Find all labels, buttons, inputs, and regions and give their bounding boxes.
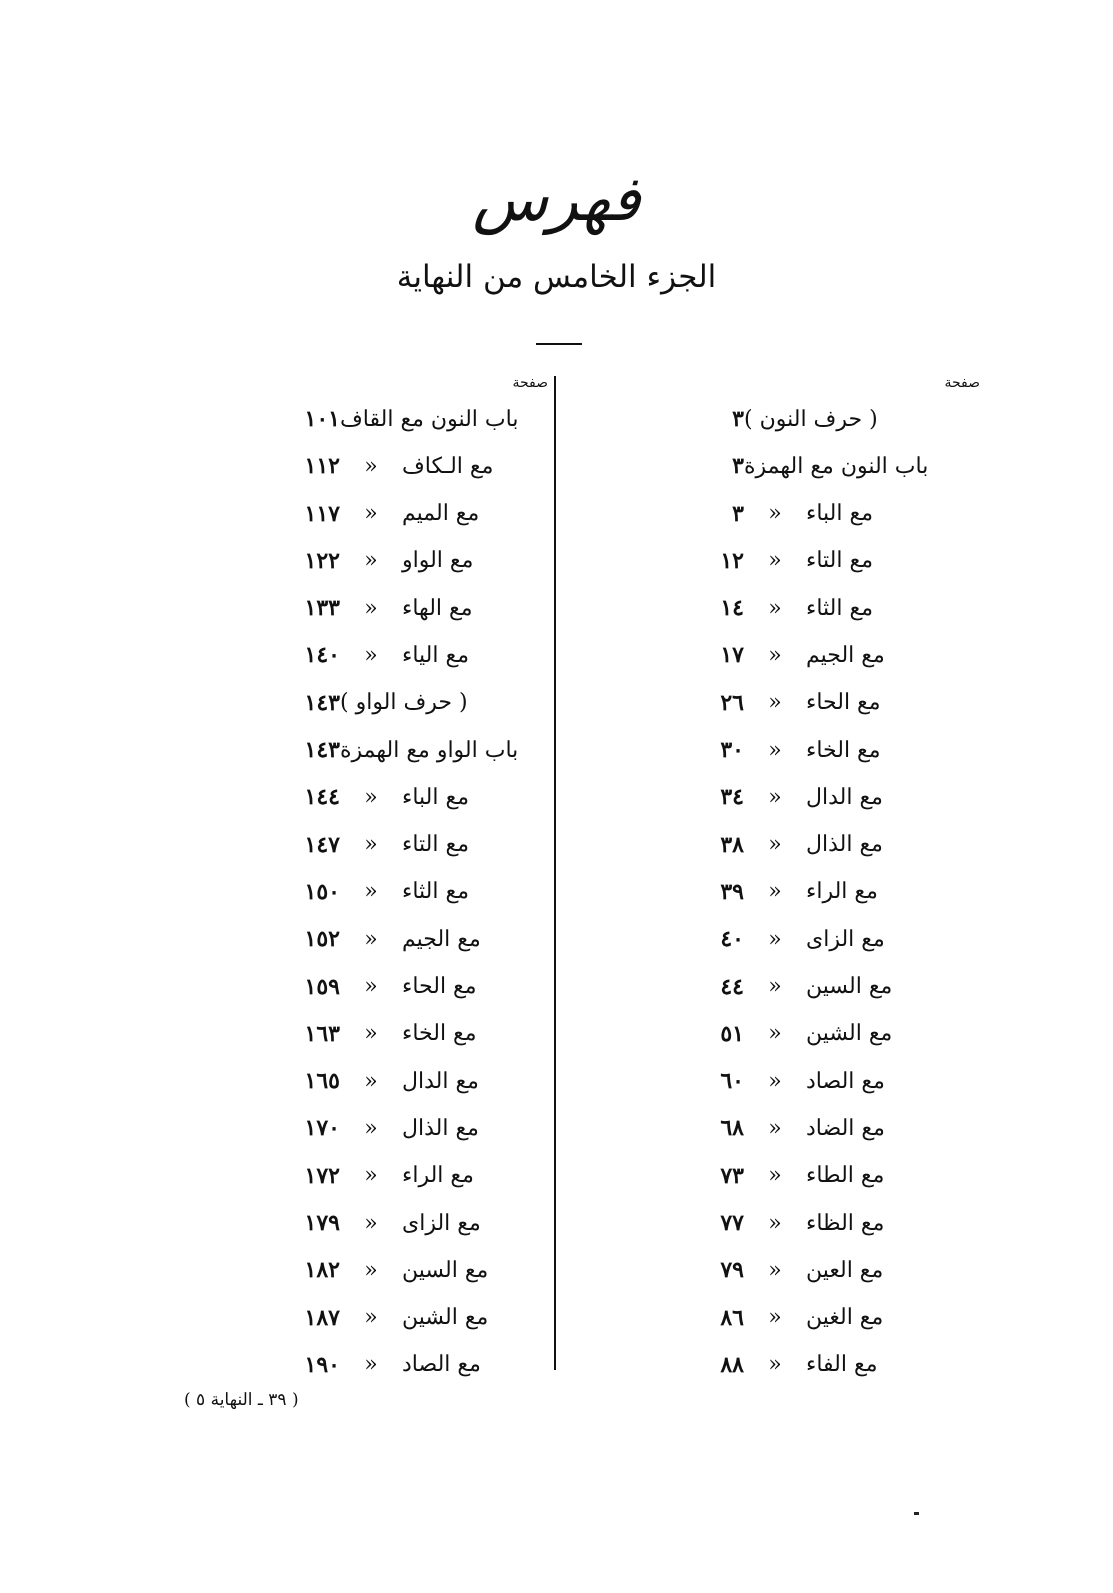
toc-entry-label: ( حرف النون ) (744, 406, 878, 432)
toc-page-number: ١٨٢ (304, 1257, 340, 1284)
toc-entry (700, 1350, 980, 1380)
toc-entry-label: مع الخاء (806, 737, 881, 763)
toc-entry-label: مع الزاى (806, 926, 885, 952)
toc-entry-label: مع الجيم (806, 642, 885, 668)
toc-page-number: ٣٩ (720, 878, 744, 905)
page-subtitle: الجزء الخامس من النهاية (396, 259, 717, 295)
ditto-mark: « (768, 926, 782, 952)
toc-entry-label: مع الخاء (402, 1021, 477, 1047)
toc-entry (700, 924, 980, 954)
toc-page-number: ١٤ (720, 595, 744, 622)
toc-entry (700, 782, 980, 812)
toc-page-number: ٢٦ (720, 689, 744, 716)
title-rule (536, 343, 582, 345)
toc-entry (290, 924, 548, 954)
toc-entry-label: مع الجيم (402, 926, 481, 952)
ditto-mark: « (768, 832, 782, 858)
toc-entry-label: مع السين (402, 1257, 489, 1283)
toc-entry (700, 499, 980, 529)
toc-page-number: ٣٤ (720, 784, 744, 811)
toc-entry (290, 546, 548, 576)
toc-page-number: ٧٣ (720, 1162, 744, 1189)
toc-entry-label: مع الشين (806, 1021, 893, 1047)
page-title: فهرس (472, 162, 641, 235)
ditto-mark: « (364, 1210, 378, 1236)
toc-page-number: ٣٠ (720, 737, 744, 764)
toc-entry-label: مع الشين (402, 1305, 489, 1331)
toc-entry (700, 1303, 980, 1333)
toc-page-number: ١٧٩ (304, 1210, 340, 1237)
ditto-mark: « (364, 548, 378, 574)
toc-page-number: ١٨٧ (304, 1304, 340, 1331)
ditto-mark: « (364, 784, 378, 810)
toc-entry-label: مع الدال (402, 1068, 479, 1094)
toc-entry-label: باب النون مع الهمزة (744, 453, 929, 479)
ditto-mark: « (768, 690, 782, 716)
toc-entry-label: باب النون مع القاف (340, 406, 519, 432)
ditto-mark: « (768, 1305, 782, 1331)
toc-entry-label: مع الزاى (402, 1210, 481, 1236)
ditto-mark: « (364, 1163, 378, 1189)
toc-entry-label: مع الفاء (806, 1352, 878, 1378)
toc-entry-label: مع الغين (806, 1305, 884, 1331)
toc-page-number: ١٤٤ (304, 784, 340, 811)
column-divider (554, 376, 556, 1370)
toc-column-left (290, 370, 548, 1380)
toc-entry (700, 1066, 980, 1096)
footer-signature: ( ٣٩ ـ النهاية ٥ ) (184, 1390, 299, 1410)
toc-page-number: ٨٦ (720, 1304, 744, 1331)
toc-page-number: ١٦٥ (304, 1068, 340, 1095)
toc-entry-label: مع الضاد (806, 1115, 885, 1141)
toc-entry (700, 735, 980, 765)
toc-entry (700, 972, 980, 1002)
toc-entry (700, 877, 980, 907)
toc-entry-label: مع الحاء (806, 690, 881, 716)
toc-page-number: ١٥٩ (304, 973, 340, 1000)
ditto-mark: « (364, 926, 378, 952)
toc-page-number: ٤٠ (720, 926, 744, 953)
toc-entry (290, 1161, 548, 1191)
toc-page-number: ١٥٠ (304, 878, 340, 905)
toc-page-number: ١٥٢ (304, 926, 340, 953)
ditto-mark: « (364, 1257, 378, 1283)
toc-entry (290, 972, 548, 1002)
toc-page-number: ٤٤ (720, 973, 744, 1000)
toc-page-number: ٧٩ (720, 1257, 744, 1284)
ditto-mark: « (364, 832, 378, 858)
ditto-mark: « (364, 453, 378, 479)
toc-entry-label: مع الذال (806, 832, 883, 858)
toc-page-number: ٦٠ (720, 1068, 744, 1095)
toc-entry (290, 877, 548, 907)
toc-entry (700, 1255, 980, 1285)
toc-entry (700, 593, 980, 623)
toc-entry-label: مع الراء (806, 879, 878, 905)
page-column-header: صفحة (944, 375, 980, 391)
toc-entry-label: مع الياء (402, 642, 469, 668)
toc-entry (700, 640, 980, 670)
toc-entry-label: مع الثاء (806, 595, 873, 621)
ditto-mark: « (768, 501, 782, 527)
toc-entry-label: مع السين (806, 974, 893, 1000)
toc-entry-label: مع العين (806, 1257, 884, 1283)
ditto-mark: « (768, 737, 782, 763)
toc-page-number: ٣ (732, 500, 744, 527)
toc-entry (290, 1208, 548, 1238)
toc-entry-label: مع التاء (402, 832, 469, 858)
toc-entry (290, 451, 548, 481)
toc-entry (290, 404, 548, 434)
ditto-mark: « (768, 1021, 782, 1047)
toc-entry-label: مع الباء (806, 501, 873, 527)
toc-page-number: ١٩٠ (304, 1351, 340, 1378)
toc-entry-label: مع الحاء (402, 974, 477, 1000)
ditto-mark: « (768, 1210, 782, 1236)
ditto-mark: « (768, 974, 782, 1000)
toc-page-number: ١١٧ (304, 500, 340, 527)
toc-entry-label: مع التاء (806, 548, 873, 574)
ditto-mark: « (364, 879, 378, 905)
toc-entry-label: مع الهاء (402, 595, 473, 621)
toc-entry-label: مع الراء (402, 1163, 474, 1189)
ditto-mark: « (364, 1352, 378, 1378)
toc-page-number: ١٠١ (304, 406, 340, 432)
toc-page-number: ١٣٣ (304, 595, 340, 622)
ditto-mark: « (768, 1163, 782, 1189)
toc-page-number: ٦٨ (720, 1115, 744, 1142)
toc-entry (290, 830, 548, 860)
ditto-mark: « (364, 501, 378, 527)
toc-page-number: ١٧٠ (304, 1115, 340, 1142)
ditto-mark: « (364, 595, 378, 621)
toc-entry-label: مع الميم (402, 501, 480, 527)
ditto-mark: « (768, 642, 782, 668)
ditto-mark: « (768, 548, 782, 574)
toc-entry (290, 640, 548, 670)
ditto-mark: « (768, 1115, 782, 1141)
toc-entry-label: مع الذال (402, 1115, 479, 1141)
toc-entry (290, 593, 548, 623)
ditto-mark: « (364, 1305, 378, 1331)
toc-entry (290, 1303, 548, 1333)
toc-entry (290, 1113, 548, 1143)
toc-rows-right (700, 404, 980, 1380)
toc-entry-label: مع الواو (402, 548, 474, 574)
toc-page-number: ٣ (732, 453, 744, 480)
toc-entry (290, 735, 548, 765)
toc-rows-left (290, 404, 548, 1380)
toc-page-number: ١٢٢ (304, 547, 340, 574)
toc-entry (290, 1066, 548, 1096)
toc-page-number: ١١٢ (304, 453, 340, 480)
toc-entry-label: مع الباء (402, 784, 469, 810)
toc-entry (700, 404, 980, 434)
ditto-mark: « (364, 1021, 378, 1047)
toc-column-right (700, 370, 980, 1380)
toc-page-number: ١٤٣ (304, 689, 340, 716)
toc-entry (290, 1019, 548, 1049)
toc-entry (290, 782, 548, 812)
toc-page-number: ٥١ (720, 1020, 744, 1047)
toc-entry (290, 688, 548, 718)
toc-entry-label: مع الثاء (402, 879, 469, 905)
ditto-mark: « (768, 1068, 782, 1094)
toc-entry (700, 1208, 980, 1238)
ditto-mark: « (364, 642, 378, 668)
toc-page-number: ١٦٣ (304, 1020, 340, 1047)
toc-entry (700, 1161, 980, 1191)
toc-page-number: ٣٨ (720, 831, 744, 858)
ditto-mark: « (768, 1352, 782, 1378)
toc-entry-label: ( حرف الواو ) (340, 690, 468, 716)
toc-entry (700, 1019, 980, 1049)
toc-page-number: ٧٧ (720, 1210, 744, 1237)
toc-entry-label: مع الدال (806, 784, 883, 810)
toc-entry-label: مع الصاد (402, 1352, 481, 1378)
toc-entry (290, 1255, 548, 1285)
toc-page-number: ١٤٠ (304, 642, 340, 669)
toc-entry-label: باب الواو مع الهمزة (340, 737, 519, 763)
toc-entry-label: مع الصاد (806, 1068, 885, 1094)
toc-entry (700, 688, 980, 718)
toc-entry (290, 1350, 548, 1380)
ditto-mark: « (364, 1115, 378, 1141)
toc-entry (700, 1113, 980, 1143)
ditto-mark: « (768, 879, 782, 905)
ditto-mark: « (768, 784, 782, 810)
toc-page-number: ٨٨ (720, 1351, 744, 1378)
page-column-header: صفحة (512, 375, 548, 391)
ditto-mark: « (768, 595, 782, 621)
toc-entry-label: مع الطاء (806, 1163, 885, 1189)
toc-page-number: ١٤٧ (304, 831, 340, 858)
toc-entry-label: مع الـكاف (402, 453, 494, 479)
toc-entry (700, 830, 980, 860)
toc-entry-label: مع الظاء (806, 1210, 885, 1236)
toc-page-number: ١٢ (720, 547, 744, 574)
toc-page-number: ١٧ (720, 642, 744, 669)
toc-page-number: ٣ (732, 406, 744, 432)
ditto-mark: « (364, 974, 378, 1000)
toc-page-number: ١٤٣ (304, 737, 340, 764)
toc-entry (700, 451, 980, 481)
toc-entry (700, 546, 980, 576)
ditto-mark: « (364, 1068, 378, 1094)
page-speck (914, 1512, 919, 1515)
toc-page-number: ١٧٢ (304, 1162, 340, 1189)
ditto-mark: « (768, 1257, 782, 1283)
toc-entry (290, 499, 548, 529)
